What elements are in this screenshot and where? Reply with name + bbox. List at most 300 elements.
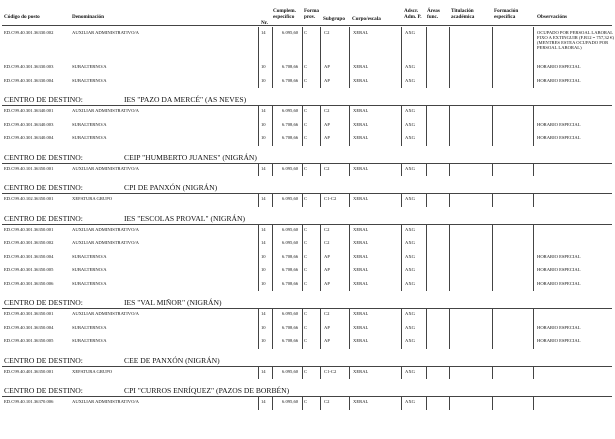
row-nr: 14 — [261, 240, 266, 245]
row-observacions: HORARIO ESPECIAL — [537, 64, 581, 69]
row-observacions: HORARIO ESPECIAL — [537, 135, 581, 140]
row-subgrupo: AP — [324, 77, 330, 83]
header-rule — [2, 25, 612, 26]
row-nr: 14 — [261, 196, 266, 201]
row-corpo: XERAL — [353, 135, 369, 140]
row-complemento: 6.095,60 — [282, 311, 299, 316]
row-code: ED.C99.40.101.36370.006 — [4, 399, 54, 404]
column-rule — [492, 27, 493, 61]
row-adscr: AXG — [405, 311, 415, 316]
row-code: ED.C99.40.301.36330.003 — [4, 64, 54, 69]
column-rule — [492, 335, 493, 349]
row-nr: 10 — [261, 64, 266, 69]
row-adscr: AXG — [405, 338, 415, 343]
row-forma: C — [304, 108, 308, 113]
row-forma: C — [304, 280, 308, 286]
row-subgrupo: AP — [324, 280, 330, 286]
column-rule — [258, 322, 259, 336]
column-rule — [302, 251, 303, 265]
column-rule — [349, 251, 350, 265]
row-adscr: AXG — [405, 135, 415, 140]
column-rule — [449, 193, 450, 207]
column-rule — [426, 193, 427, 207]
column-rule — [492, 132, 493, 146]
column-rule — [401, 322, 402, 336]
row-corpo: XERAL — [353, 399, 369, 404]
row-complemento: 6.095,60 — [282, 226, 299, 232]
column-rule — [320, 251, 321, 265]
row-code: ED.C99.40.102.36350.001 — [4, 196, 54, 201]
column-rule — [320, 278, 321, 292]
row-nr: 10 — [261, 135, 266, 140]
column-rule — [258, 366, 259, 380]
column-rule — [258, 335, 259, 349]
row-denominacion: AUXILIAR ADMINISTRATIVO/A — [72, 399, 139, 404]
row-corpo: XERAL — [353, 226, 369, 232]
column-rule — [320, 75, 321, 89]
column-rule — [492, 75, 493, 89]
row-denominacion: AUXILIAR ADMINISTRATIVO/A — [72, 165, 139, 171]
column-rule — [492, 264, 493, 278]
column-rule — [449, 251, 450, 265]
column-rule — [401, 61, 402, 75]
column-rule — [449, 264, 450, 278]
column-rule — [349, 27, 350, 61]
column-rule — [320, 132, 321, 146]
column-rule — [449, 75, 450, 89]
row-code: ED.C99.40.301.36350.001 — [4, 311, 54, 316]
row-nr: 10 — [261, 280, 266, 286]
column-rule — [533, 335, 534, 349]
row-subgrupo: C2 — [324, 311, 330, 316]
row-corpo: XERAL — [353, 165, 369, 171]
column-rule — [426, 132, 427, 146]
row-forma: C — [304, 338, 308, 343]
column-rule — [401, 366, 402, 380]
section-label: CENTRO DE DESTINO: — [4, 183, 83, 192]
row-denominacion: SUBALTERNO/A — [72, 267, 107, 272]
column-rule — [426, 322, 427, 336]
column-rule — [533, 278, 534, 292]
section-rule — [2, 224, 612, 225]
row-denominacion: AUXILIAR ADMINISTRATIVO/A — [72, 108, 139, 113]
column-rule — [258, 308, 259, 322]
column-rule — [492, 396, 493, 410]
column-rule — [492, 105, 493, 119]
row-denominacion: AUXILIAR ADMINISTRATIVO/A — [72, 311, 139, 316]
row-complemento: 6.708,66 — [282, 77, 299, 83]
row-adscr: AXG — [405, 324, 415, 330]
column-rule — [302, 396, 303, 410]
row-corpo: XERAL — [353, 77, 369, 83]
column-rule — [426, 27, 427, 61]
column-rule — [258, 193, 259, 207]
column-rule — [401, 335, 402, 349]
column-rule — [426, 224, 427, 238]
column-rule — [449, 308, 450, 322]
row-complemento: 6.095,60 — [282, 165, 299, 171]
column-rule — [401, 278, 402, 292]
row-corpo: XERAL — [353, 368, 369, 374]
column-rule — [320, 27, 321, 61]
column-rule — [401, 132, 402, 146]
row-subgrupo: C2 — [324, 226, 330, 232]
row-forma: C — [304, 77, 308, 83]
column-rule — [401, 308, 402, 322]
column-rule — [349, 119, 350, 133]
row-observacions: HORARIO ESPECIAL — [537, 324, 581, 330]
row-adscr: AXG — [405, 240, 415, 245]
column-rule — [258, 237, 259, 251]
column-rule — [302, 237, 303, 251]
column-rule — [320, 224, 321, 238]
row-nr: 14 — [261, 30, 266, 35]
column-rule — [258, 61, 259, 75]
column-rule — [426, 163, 427, 177]
row-denominacion: SUBALTERNO/A — [72, 324, 107, 330]
row-code: ED.C99.40.301.36350.004 — [4, 253, 54, 259]
column-rule — [258, 224, 259, 238]
column-rule — [349, 132, 350, 146]
section-label: CENTRO DE DESTINO: — [4, 355, 83, 365]
column-rule — [272, 396, 273, 410]
row-complemento: 6.095,60 — [282, 240, 299, 245]
column-rule — [426, 61, 427, 75]
row-adscr: AXG — [405, 121, 415, 127]
column-rule — [349, 396, 350, 410]
row-corpo: XERAL — [353, 253, 369, 259]
column-rule — [320, 119, 321, 133]
row-complemento: 6.708,66 — [282, 267, 299, 272]
row-subgrupo: C2 — [324, 108, 330, 113]
row-corpo: XERAL — [353, 121, 369, 127]
row-adscr: AXG — [405, 64, 415, 69]
column-rule — [449, 237, 450, 251]
column-rule — [320, 264, 321, 278]
row-adscr: AXG — [405, 399, 415, 404]
row-code: ED.C99.40.301.36350.002 — [4, 240, 54, 245]
column-rule — [272, 335, 273, 349]
column-rule — [426, 251, 427, 265]
column-rule — [320, 335, 321, 349]
row-denominacion: SUBALTERNO/A — [72, 121, 107, 127]
column-rule — [492, 224, 493, 238]
column-rule — [302, 75, 303, 89]
column-rule — [302, 132, 303, 146]
header-codigo: Código do posto — [4, 14, 40, 20]
row-forma: C — [304, 253, 308, 259]
column-rule — [272, 119, 273, 133]
row-nr: 10 — [261, 338, 266, 343]
column-rule — [320, 105, 321, 119]
row-forma: C — [304, 165, 308, 171]
row-subgrupo: C2 — [324, 165, 330, 171]
row-subgrupo: C2 — [324, 30, 330, 35]
column-rule — [449, 105, 450, 119]
column-rule — [426, 264, 427, 278]
column-rule — [449, 322, 450, 336]
column-rule — [258, 251, 259, 265]
row-corpo: XERAL — [353, 30, 369, 35]
column-rule — [302, 366, 303, 380]
row-code: ED.C99.40.301.36340.003 — [4, 121, 54, 127]
column-rule — [349, 224, 350, 238]
column-rule — [302, 335, 303, 349]
section-rule — [2, 366, 612, 367]
row-corpo: XERAL — [353, 108, 369, 113]
column-rule — [272, 278, 273, 292]
row-corpo: XERAL — [353, 338, 369, 343]
header-areas: Áreas func. — [427, 8, 440, 20]
column-rule — [272, 27, 273, 61]
row-observacions: HORARIO ESPECIAL — [537, 280, 581, 286]
row-forma: C — [304, 64, 308, 69]
header-corpo: Corpo/escala — [352, 16, 381, 22]
row-denominacion: AUXILIAR ADMINISTRATIVO/A — [72, 30, 139, 35]
column-rule — [320, 396, 321, 410]
row-code: ED.C99.40.301.36350.005 — [4, 267, 54, 272]
row-nr: 14 — [261, 226, 266, 232]
column-rule — [272, 237, 273, 251]
column-rule — [492, 163, 493, 177]
column-rule — [272, 264, 273, 278]
column-rule — [533, 75, 534, 89]
column-rule — [258, 264, 259, 278]
row-corpo: XERAL — [353, 267, 369, 272]
section-name: CEE DE PANXÓN (NIGRÁN) — [124, 355, 220, 365]
row-forma: C — [304, 135, 308, 140]
column-rule — [349, 278, 350, 292]
row-subgrupo: AP — [324, 324, 330, 330]
row-adscr: AXG — [405, 77, 415, 83]
column-rule — [449, 278, 450, 292]
column-rule — [302, 61, 303, 75]
column-rule — [349, 237, 350, 251]
column-rule — [320, 308, 321, 322]
column-rule — [320, 193, 321, 207]
header-denominacion: Denominación — [72, 14, 104, 20]
section-name: IES "VAL MIÑOR" (NIGRÁN) — [124, 298, 222, 307]
header-complemento: Complem. específico — [273, 8, 296, 20]
row-adscr: AXG — [405, 280, 415, 286]
row-code: ED.C99.40.301.36330.004 — [4, 77, 54, 83]
row-complemento: 6.708,66 — [282, 64, 299, 69]
row-code: ED.C99.40.301.36350.004 — [4, 324, 54, 330]
row-nr: 14 — [261, 368, 266, 374]
column-rule — [258, 105, 259, 119]
section-name: IES "ESCOLAS PROVAL" (NIGRÁN) — [124, 213, 246, 223]
row-adscr: AXG — [405, 253, 415, 259]
row-adscr: AXG — [405, 108, 415, 113]
row-observacions: HORARIO ESPECIAL — [537, 77, 581, 83]
row-code: ED.C99.40.301.36330.002 — [4, 30, 54, 35]
row-denominacion: SUBALTERNO/A — [72, 77, 107, 83]
column-rule — [258, 278, 259, 292]
column-rule — [272, 366, 273, 380]
column-rule — [349, 308, 350, 322]
column-rule — [492, 251, 493, 265]
section-name: CEIP "HUMBERTO JUANES" (NIGRÁN) — [124, 152, 257, 162]
column-rule — [533, 163, 534, 177]
row-subgrupo: AP — [324, 253, 330, 259]
column-rule — [401, 251, 402, 265]
column-rule — [492, 366, 493, 380]
row-denominacion: AUXILIAR ADMINISTRATIVO/A — [72, 226, 139, 232]
column-rule — [426, 105, 427, 119]
row-forma: C — [304, 368, 308, 374]
column-rule — [258, 119, 259, 133]
row-nr: 10 — [261, 253, 266, 259]
section-label: CENTRO DE DESTINO: — [4, 298, 83, 307]
column-rule — [449, 396, 450, 410]
column-rule — [492, 322, 493, 336]
row-nr: 10 — [261, 77, 266, 83]
column-rule — [449, 224, 450, 238]
row-nr: 10 — [261, 267, 266, 272]
section-rule — [2, 105, 612, 106]
column-rule — [533, 224, 534, 238]
row-forma: C — [304, 267, 308, 272]
column-rule — [401, 119, 402, 133]
row-code: ED.C99.40.401.36350.001 — [4, 368, 54, 374]
column-rule — [401, 105, 402, 119]
row-subgrupo: AP — [324, 135, 330, 140]
column-rule — [258, 27, 259, 61]
column-rule — [449, 163, 450, 177]
header-observacions: Observacións — [537, 14, 567, 20]
header-nr: Nr. — [261, 20, 268, 26]
column-rule — [272, 163, 273, 177]
row-subgrupo: C2 — [324, 240, 330, 245]
row-adscr: AXG — [405, 267, 415, 272]
column-rule — [426, 396, 427, 410]
row-complemento: 6.708,66 — [282, 253, 299, 259]
row-forma: C — [304, 311, 308, 316]
row-corpo: XERAL — [353, 324, 369, 330]
row-subgrupo: AP — [324, 338, 330, 343]
column-rule — [272, 322, 273, 336]
row-observacions: OCUPADO POR PERSOAL LABORAL FIXO A EXTINGUIR (F.B12 = 757,32 €) (MENTRES ESTEA OCUPADO POR PERSOAL LABORAL) — [537, 30, 614, 50]
column-rule — [320, 322, 321, 336]
row-denominacion: XEFATURA GRUPO — [72, 368, 113, 374]
column-rule — [258, 75, 259, 89]
row-forma: C — [304, 240, 308, 245]
column-rule — [302, 278, 303, 292]
column-rule — [272, 308, 273, 322]
column-rule — [302, 224, 303, 238]
row-adscr: AXG — [405, 368, 415, 374]
row-nr: 14 — [261, 108, 266, 113]
row-code: ED.C99.40.301.36350.001 — [4, 226, 54, 232]
column-rule — [349, 105, 350, 119]
column-rule — [533, 308, 534, 322]
column-rule — [349, 264, 350, 278]
header-adscr: Adscr. Adm. P. — [404, 8, 422, 20]
column-rule — [533, 61, 534, 75]
column-rule — [401, 224, 402, 238]
column-rule — [320, 61, 321, 75]
column-rule — [533, 322, 534, 336]
header-forma: Forma prov. — [304, 8, 319, 20]
row-nr: 10 — [261, 121, 266, 127]
column-rule — [258, 396, 259, 410]
section-label: CENTRO DE DESTINO: — [4, 95, 83, 104]
column-rule — [426, 335, 427, 349]
column-rule — [533, 193, 534, 207]
column-rule — [272, 224, 273, 238]
column-rule — [320, 366, 321, 380]
row-observacions: HORARIO ESPECIAL — [537, 121, 581, 127]
section-rule — [2, 193, 612, 194]
column-rule — [401, 75, 402, 89]
row-subgrupo: C1-C2 — [324, 368, 337, 374]
column-rule — [449, 335, 450, 349]
column-rule — [426, 237, 427, 251]
row-complemento: 6.095,60 — [282, 30, 299, 35]
section-name: CPI DE PANXÓN (NIGRÁN) — [124, 183, 218, 192]
column-rule — [349, 366, 350, 380]
column-rule — [492, 308, 493, 322]
row-corpo: XERAL — [353, 64, 369, 69]
column-rule — [302, 27, 303, 61]
column-rule — [272, 75, 273, 89]
row-complemento: 6.708,66 — [282, 324, 299, 330]
row-observacions: HORARIO ESPECIAL — [537, 267, 581, 272]
row-forma: C — [304, 121, 308, 127]
row-code: ED.C99.40.301.36340.001 — [4, 108, 54, 113]
row-code: ED.C99.40.301.36350.005 — [4, 338, 54, 343]
column-rule — [349, 75, 350, 89]
section-rule — [2, 396, 612, 397]
column-rule — [533, 105, 534, 119]
column-rule — [320, 237, 321, 251]
column-rule — [426, 308, 427, 322]
row-complemento: 6.708,66 — [282, 338, 299, 343]
column-rule — [302, 105, 303, 119]
row-subgrupo: C1-C2 — [324, 196, 337, 201]
column-rule — [426, 75, 427, 89]
row-denominacion: SUBALTERNO/A — [72, 338, 107, 343]
row-denominacion: SUBALTERNO/A — [72, 253, 107, 259]
column-rule — [349, 163, 350, 177]
column-rule — [533, 264, 534, 278]
column-rule — [349, 322, 350, 336]
row-adscr: AXG — [405, 30, 415, 35]
column-rule — [533, 132, 534, 146]
column-rule — [449, 132, 450, 146]
row-forma: C — [304, 30, 308, 35]
column-rule — [492, 237, 493, 251]
column-rule — [302, 163, 303, 177]
column-rule — [492, 193, 493, 207]
row-complemento: 6.095,60 — [282, 399, 299, 404]
row-code: ED.C99.40.301.36350.006 — [4, 280, 54, 286]
column-rule — [533, 396, 534, 410]
column-rule — [320, 163, 321, 177]
column-rule — [302, 322, 303, 336]
row-corpo: XERAL — [353, 240, 369, 245]
row-complemento: 6.095,60 — [282, 196, 299, 201]
section-label: CENTRO DE DESTINO: — [4, 213, 83, 223]
column-rule — [426, 119, 427, 133]
row-subgrupo: AP — [324, 64, 330, 69]
header-formacion: Formación específica — [494, 8, 519, 20]
column-rule — [302, 264, 303, 278]
column-rule — [401, 27, 402, 61]
column-rule — [302, 193, 303, 207]
header-subgrupo: Subgrupo — [323, 16, 345, 22]
section-label: CENTRO DE DESTINO: — [4, 386, 83, 395]
